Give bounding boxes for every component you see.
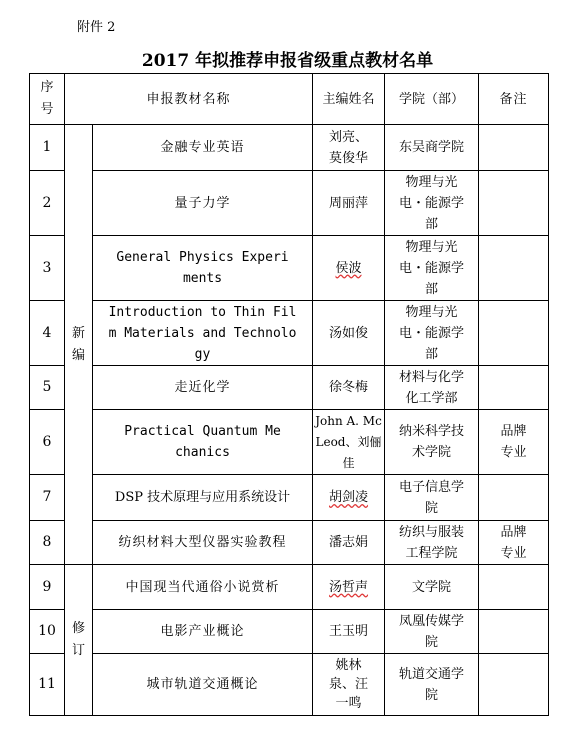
row-editor: 姚林泉、汪一鸣	[313, 654, 385, 716]
row-name: 城市轨道交通概论	[93, 654, 313, 716]
row-note: 品牌专业	[479, 521, 549, 565]
row-note	[479, 125, 549, 171]
row-name: DSP 技术原理与应用系统设计	[93, 475, 313, 521]
category-new: 新编	[65, 125, 93, 565]
row-seq: 2	[30, 171, 65, 236]
header-row	[30, 74, 549, 125]
row-seq: 10	[30, 610, 65, 654]
row-college: 纳米科学技术学院	[385, 410, 479, 475]
row-note	[479, 301, 549, 366]
table-row	[30, 654, 549, 716]
row-college: 电子信息学院	[385, 475, 479, 521]
row-college: 纺织与服装工程学院	[385, 521, 479, 565]
header-editor: 主编姓名	[313, 74, 385, 125]
row-note	[479, 236, 549, 301]
row-college: 物理与光电・能源学部	[385, 301, 479, 366]
row-seq: 7	[30, 475, 65, 521]
row-name: 走近化学	[93, 366, 313, 410]
row-name: 电影产业概论	[93, 610, 313, 654]
table-row	[30, 171, 549, 236]
header-seq: 序号	[30, 74, 65, 125]
row-name: 金融专业英语	[93, 125, 313, 171]
row-note	[479, 610, 549, 654]
row-editor	[313, 475, 385, 521]
editor-name-text: 汤哲声	[329, 579, 369, 595]
row-note	[479, 366, 549, 410]
row-college: 材料与化学化工学部	[385, 366, 479, 410]
row-seq: 11	[30, 654, 65, 716]
row-seq: 9	[30, 565, 65, 610]
row-editor: 周丽萍	[313, 171, 385, 236]
row-editor: 汤如俊	[313, 301, 385, 366]
header-note: 备注	[479, 74, 549, 125]
row-editor	[313, 236, 385, 301]
row-editor: 潘志娟	[313, 521, 385, 565]
table-row	[30, 610, 549, 654]
row-name: General Physics Experiments	[93, 236, 313, 301]
header-name: 申报教材名称	[65, 74, 313, 125]
row-college: 文学院	[385, 565, 479, 610]
table-row	[30, 521, 549, 565]
row-editor	[313, 565, 385, 610]
row-note	[479, 171, 549, 236]
editor-name-text: 侯波	[335, 260, 362, 276]
row-editor: 徐冬梅	[313, 366, 385, 410]
table-row	[30, 410, 549, 475]
row-seq: 4	[30, 301, 65, 366]
row-college: 物理与光电・能源学部	[385, 236, 479, 301]
row-note: 品牌专业	[479, 410, 549, 475]
row-name: 量子力学	[93, 171, 313, 236]
row-college: 轨道交通学院	[385, 654, 479, 716]
row-college: 物理与光电・能源学部	[385, 171, 479, 236]
row-name: Introduction to Thin Film Materials and Technology	[93, 301, 313, 366]
table-row	[30, 565, 549, 610]
table-row	[30, 236, 549, 301]
row-seq: 8	[30, 521, 65, 565]
row-college: 东吴商学院	[385, 125, 479, 171]
row-seq: 3	[30, 236, 65, 301]
row-editor: John A. McLeod、刘俪佳	[313, 410, 385, 475]
row-note	[479, 654, 549, 716]
row-editor: 刘亮、莫俊华	[313, 125, 385, 171]
textbook-table	[29, 73, 549, 716]
category-revised: 修订	[65, 565, 93, 716]
row-seq: 5	[30, 366, 65, 410]
row-name: 中国现当代通俗小说赏析	[93, 565, 313, 610]
row-seq: 1	[30, 125, 65, 171]
row-name: 纺织材料大型仪器实验教程	[93, 521, 313, 565]
row-note	[479, 475, 549, 521]
table-row	[30, 366, 549, 410]
table-row	[30, 301, 549, 366]
row-college: 凤凰传媒学院	[385, 610, 479, 654]
row-note	[479, 565, 549, 610]
header-college: 学院（部）	[385, 74, 479, 125]
table-row	[30, 125, 549, 171]
attachment-label: 附件 2	[77, 20, 116, 35]
row-editor: 王玉明	[313, 610, 385, 654]
table-row	[30, 475, 549, 521]
row-name: Practical Quantum Mechanics	[93, 410, 313, 475]
document-title: 2017 年拟推荐申报省级重点教材名单	[141, 51, 434, 71]
editor-name-text: 胡剑凌	[329, 490, 369, 505]
row-seq: 6	[30, 410, 65, 475]
